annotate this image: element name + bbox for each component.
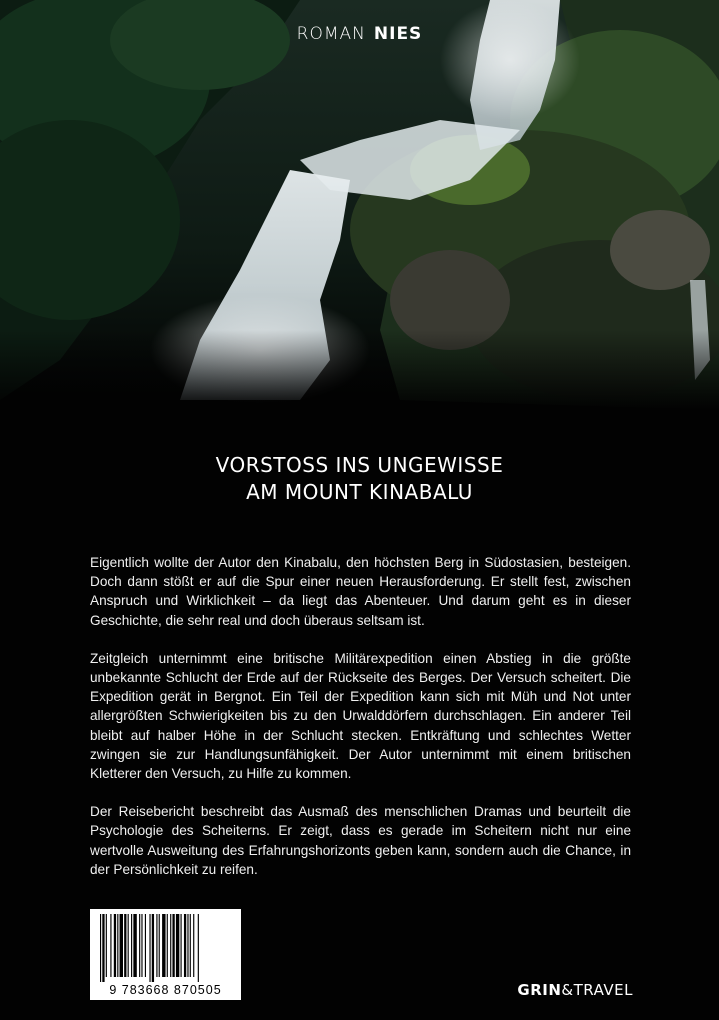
barcode-bar: [170, 914, 171, 977]
waterfall-photo: [0, 0, 719, 410]
barcode-bar: [198, 914, 199, 982]
barcode-bar: [152, 914, 154, 982]
barcode-bar: [162, 914, 165, 977]
title-line-1: VORSTOSS INS UNGEWISSE: [215, 453, 504, 477]
book-title: [0, 452, 719, 506]
barcode-bar: [159, 914, 160, 977]
barcode-bar: [139, 914, 140, 977]
barcode-bar: [117, 914, 118, 977]
blurb-paragraph: Der Reisebericht beschreibt das Ausmaß des menschlichen Dramas und beurteilt die Psychologie des Scheiterns. Er zeigt, dass es gerade im Scheitern nicht nur eine wertvolle Ausweitung des Erfahrungshorizonts geben kann, sondern auch die Chance, in der Persönlichkeit zu reifen.: [90, 804, 631, 877]
barcode-bar: [124, 914, 126, 977]
barcode-bar: [106, 914, 107, 977]
isbn-barcode: [90, 909, 241, 1000]
barcode-bar: [100, 914, 101, 982]
blurb-paragraph: Zeitgleich unternimmt eine britische Militärexpedition einen Abstieg in die größte unbekannte Schlucht der Erde auf der Rückseite des Berges. Der Versuch scheitert. Die Expedition gerät in Bergnot. Ein Teil der Expedition kann sich mit Müh und Not unter allergrößten Schwierigkeiten bis zu den Urwalddörfern durchschlagen. Ein anderer Teil bleibt auf halber Höhe in der Schlucht stecken. Entkräftung und schlechtes Wetter zwingen sie zur Handlungsunfähigkeit. Der Autor unternimmt mit einem britischen Kletterer den Versuch, zu Hilfe zu kommen.: [90, 650, 631, 782]
barcode-bar: [133, 914, 136, 977]
blurb-text: [90, 553, 631, 898]
barcode-bar: [110, 914, 111, 977]
barcode-bar: [102, 914, 104, 982]
publisher-logo: [517, 981, 633, 999]
barcode-bar: [190, 914, 191, 977]
barcode-bar: [120, 914, 123, 977]
barcode-bar: [149, 914, 150, 982]
barcode-bar: [145, 914, 146, 977]
author-name: [0, 24, 719, 44]
barcode-bar: [181, 914, 182, 977]
barcode-bar: [176, 914, 179, 977]
barcode-bar: [172, 914, 174, 977]
author-first-name: ROMAN: [296, 24, 366, 44]
barcode-bar: [184, 914, 186, 977]
barcode-bar: [167, 914, 168, 977]
blurb-paragraph: Eigentlich wollte der Autor den Kinabalu, den höchsten Berg in Südostasien, besteigen. Doch dann stößt er auf die Spur einer neuen Herausforderung. Er stellt fest, zwischen Anspruch und Wirklichkeit – da liegt das Abenteuer. Und darum geht es in dieser Geschichte, die sehr real und doch überaus seltsam ist.: [90, 555, 631, 628]
publisher-name-part2: &TRAVEL: [561, 981, 633, 999]
isbn-number: 9 783668 870505: [109, 983, 222, 997]
barcode-bar: [141, 914, 142, 977]
barcode-bar: [114, 914, 116, 977]
barcode-bar: [187, 914, 188, 977]
publisher-name-part1: GRIN: [517, 981, 562, 999]
barcode-bars: [98, 914, 233, 982]
barcode-bar: [193, 914, 194, 977]
barcode-bar: [156, 914, 157, 977]
barcode-bar: [131, 914, 132, 977]
title-line-2: AM MOUNT KINABALU: [246, 480, 473, 504]
barcode-bar: [128, 914, 129, 977]
author-last-name: NIES: [373, 24, 423, 44]
